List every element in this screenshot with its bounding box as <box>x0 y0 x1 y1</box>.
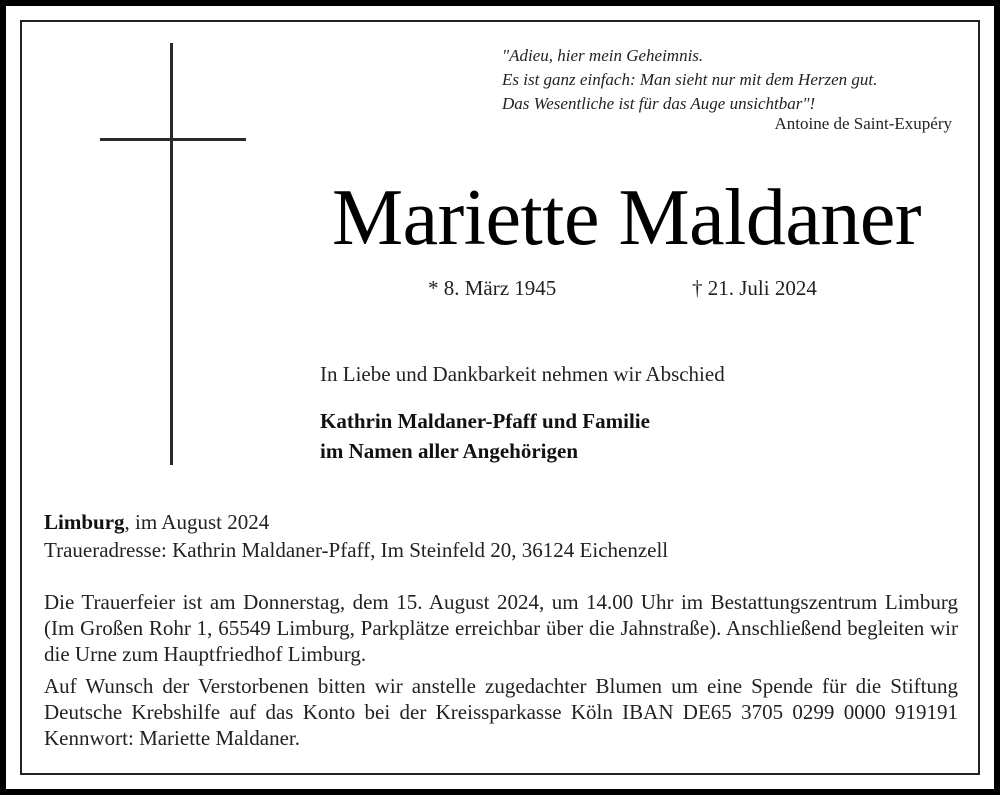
birth-date: * 8. März 1945 <box>428 276 557 300</box>
death-date: † 21. Juli 2024 <box>692 276 817 300</box>
ceremony-paragraph: Die Trauerfeier ist am Donnerstag, dem 15. August 2024, um 14.00 Uhr im Bestattungszentrum Limburg (Im Großen Rohr 1, 65549 Limburg, Parkplätze erreichbar über die Jahnstraße). Anschließend begleiten wir die Urne zum Hauptfriedhof Limburg. <box>44 590 958 666</box>
quote-line: Das Wesentliche ist für das Auge unsichtbar"! <box>502 94 816 113</box>
deceased-name: Mariette Maldaner <box>332 174 921 262</box>
date-text: , im August 2024 <box>124 510 270 534</box>
place-date <box>44 510 269 535</box>
family-line-1: Kathrin Maldaner-Pfaff und Familie <box>320 409 650 433</box>
quote-line: Es ist ganz einfach: Man sieht nur mit dem Herzen gut. <box>502 70 878 89</box>
donation-paragraph: Auf Wunsch der Verstorbenen bitten wir anstelle zugedachter Blumen um eine Spende für die Stiftung Deutsche Krebshilfe auf das Konto bei der Kreissparkasse Köln IBAN DE65 3705 0299 0000 919191 Kennwort: Mariette Maldaner. <box>44 674 958 750</box>
family-line-2: im Namen aller Angehörigen <box>320 439 579 463</box>
quote-line: "Adieu, hier mein Geheimnis. <box>502 46 704 65</box>
quote-author: Antoine de Saint-Exupéry <box>774 114 952 133</box>
cross-icon-vertical-bar <box>170 43 173 465</box>
mourning-address: Traueradresse: Kathrin Maldaner-Pfaff, Im Steinfeld 20, 36124 Eichenzell <box>44 538 669 562</box>
family-signature <box>320 406 650 466</box>
farewell-text: In Liebe und Dankbarkeit nehmen wir Abschied <box>320 362 725 386</box>
cross-icon-horizontal-bar <box>100 138 246 141</box>
place-name: Limburg <box>44 510 125 534</box>
quote-block <box>502 44 962 116</box>
